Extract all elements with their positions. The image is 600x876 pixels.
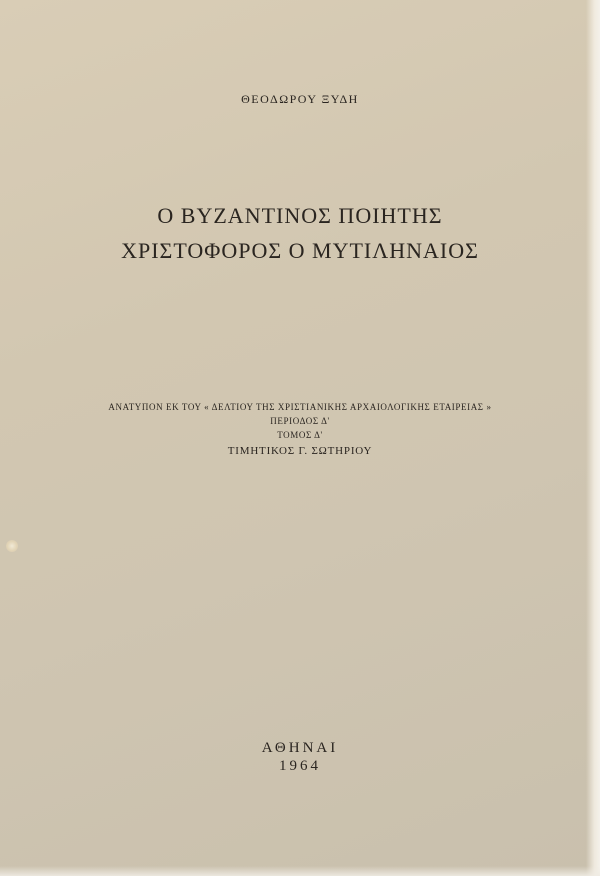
paper-edge-right — [586, 0, 600, 876]
publication-city: ΑΘΗΝΑΙ — [261, 740, 339, 756]
title-line-1: Ο ΒΥΖΑΝΤΙΝΟΣ ΠΟΙΗΤΗΣ — [157, 203, 443, 228]
reprint-source: ΑΝΑΤΥΠΟΝ ΕΚ ΤΟΥ « ΔΕΛΤΙΟΥ ΤΗΣ ΧΡΙΣΤΙΑΝΙΚΗΣ ΑΡΧΑΙΟΛΟΓΙΚΗΣ ΕΤΑΙΡΕΙΑΣ » — [108, 402, 492, 412]
publication-year: 1964 — [279, 758, 321, 774]
paper-stain — [6, 540, 18, 552]
paper-edge-bottom — [0, 866, 600, 876]
period-label: ΠΕΡΙΟΔΟΣ Δ' — [270, 416, 330, 426]
title-line-2: ΧΡΙΣΤΟΦΟΡΟΣ Ο ΜΥΤΙΛΗΝΑΙΟΣ — [121, 238, 479, 263]
honorary-volume: ΤΙΜΗΤΙΚΟΣ Γ. ΣΩΤΗΡΙΟΥ — [227, 445, 373, 457]
volume-label: ΤΟΜΟΣ Δ' — [277, 430, 323, 440]
author-name: ΘΕΟΔΩΡΟΥ ΞΥΔΗ — [241, 92, 359, 106]
